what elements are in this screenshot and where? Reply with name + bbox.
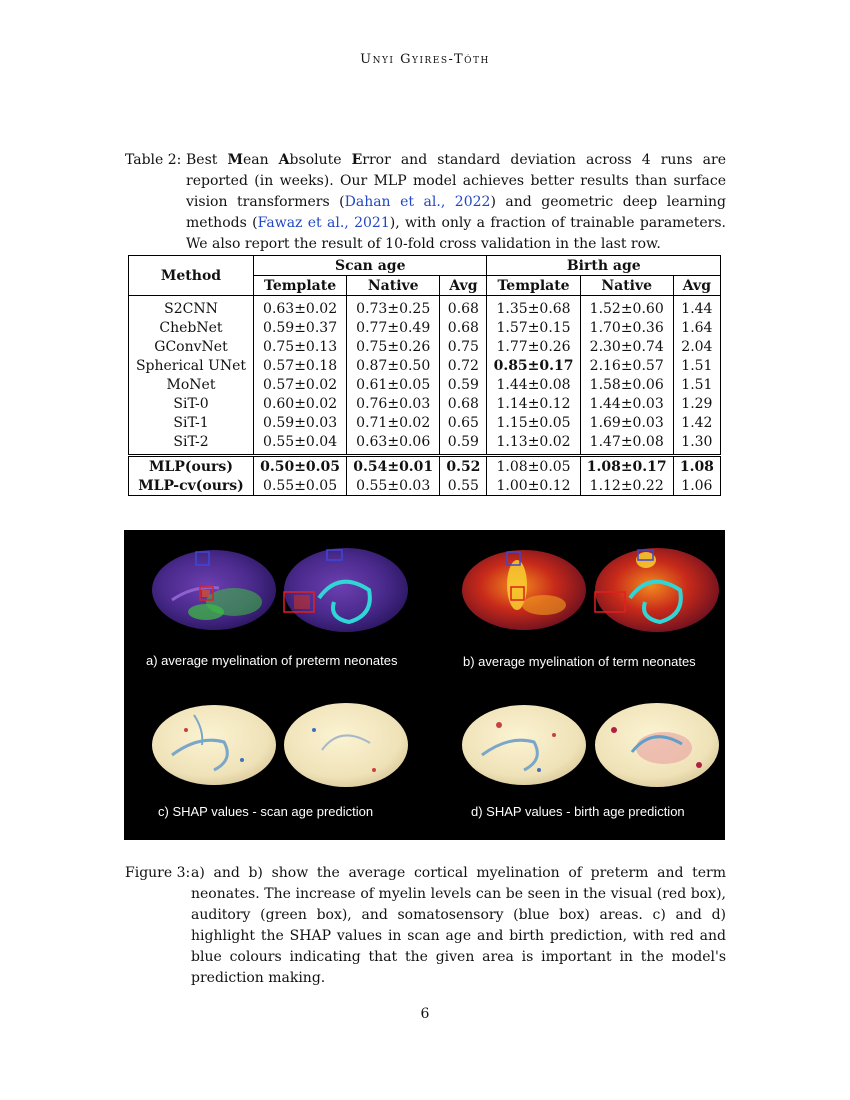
table-cell: 0.57±0.02: [254, 375, 347, 394]
table-cell-method: SiT-1: [129, 413, 254, 432]
figure-caption-text: a) and b) show the average cortical myelination of preterm and term neonates. The increase of myelin levels can be seen in the visual (red box), auditory (green box), and somatosensory (blue box) areas. c) and d) highlight the SHAP values in scan age and birth prediction, with red and blue colours indicating that the given area is important in the model's prediction making.: [191, 865, 726, 986]
page-number: 6: [420, 1006, 430, 1022]
scan-template-header: Template: [254, 276, 347, 296]
table-cell: 1.51: [673, 356, 720, 375]
table-cell: 1.52±0.60: [580, 296, 673, 319]
table-caption: [125, 150, 726, 255]
table-cell: 0.68: [440, 296, 487, 319]
results-table-wrapper: [128, 255, 721, 496]
table-cell: 1.57±0.15: [487, 318, 580, 337]
table-cell: 0.59±0.03: [254, 413, 347, 432]
table-caption-label: Table 2:: [125, 152, 182, 168]
table-row-ours: [129, 456, 721, 477]
table-cell: 0.75±0.13: [254, 337, 347, 356]
table-cell: 0.87±0.50: [347, 356, 440, 375]
table-cell: 0.85±0.17: [487, 356, 580, 375]
table-cell: 0.65: [440, 413, 487, 432]
table-cell: 1.13±0.02: [487, 432, 580, 456]
scan-native-header: Native: [347, 276, 440, 296]
table-cell: 0.50±0.05: [254, 456, 347, 477]
running-title: Unyi Gyires-Tóth: [360, 52, 490, 67]
table-cell-method: GConvNet: [129, 337, 254, 356]
table-cell: 0.71±0.02: [347, 413, 440, 432]
table-cell: 0.55: [440, 476, 487, 496]
citation-link-dahan[interactable]: Dahan et al., 2022: [344, 194, 491, 210]
table-cell: 0.59: [440, 432, 487, 456]
table-cell: 0.73±0.25: [347, 296, 440, 319]
figure-caption: [125, 863, 726, 989]
brain-surfaces-figure: [124, 530, 725, 840]
table-cell: 1.51: [673, 375, 720, 394]
table-cell: 1.69±0.03: [580, 413, 673, 432]
table-cell: 1.29: [673, 394, 720, 413]
table-cell: 0.55±0.03: [347, 476, 440, 496]
table-cell: 1.12±0.22: [580, 476, 673, 496]
table-cell: 1.06: [673, 476, 720, 496]
table-cell: 2.30±0.74: [580, 337, 673, 356]
table-row: [129, 337, 721, 356]
table-cell: 1.44±0.08: [487, 375, 580, 394]
table-cell-method: SiT-0: [129, 394, 254, 413]
table-cell: 1.08±0.17: [580, 456, 673, 477]
method-header: Method: [129, 256, 254, 296]
table-cell: 0.75±0.26: [347, 337, 440, 356]
table-row: [129, 356, 721, 375]
table-cell-method: MLP(ours): [129, 456, 254, 477]
table-cell: 1.44: [673, 296, 720, 319]
table-cell: 1.30: [673, 432, 720, 456]
figure-label-c: c) SHAP values - scan age prediction: [158, 804, 374, 819]
table-row: [129, 318, 721, 337]
brain-d-medial: [595, 703, 719, 787]
table-cell-method: S2CNN: [129, 296, 254, 319]
table-cell: 0.55±0.05: [254, 476, 347, 496]
table-cell: 0.63±0.02: [254, 296, 347, 319]
figure-label-b: b) average myelination of term neonates: [463, 654, 696, 669]
table-cell: 1.77±0.26: [487, 337, 580, 356]
table-cell: 1.47±0.08: [580, 432, 673, 456]
table-cell: 0.54±0.01: [347, 456, 440, 477]
table-cell: 0.68: [440, 394, 487, 413]
table-cell: 1.14±0.12: [487, 394, 580, 413]
figure-3: [124, 530, 725, 840]
table-cell: 1.08: [673, 456, 720, 477]
table-cell: 1.42: [673, 413, 720, 432]
birth-avg-header: Avg: [673, 276, 720, 296]
table-cell: 0.72: [440, 356, 487, 375]
table-cell: 0.60±0.02: [254, 394, 347, 413]
birth-age-header: Birth age: [487, 256, 721, 276]
table-row: [129, 296, 721, 319]
table-cell: 0.59: [440, 375, 487, 394]
table-row: [129, 432, 721, 456]
scan-age-header: Scan age: [254, 256, 487, 276]
figure-label-d: d) SHAP values - birth age prediction: [471, 804, 685, 819]
brain-a-medial: [284, 548, 408, 632]
table-cell-method: ChebNet: [129, 318, 254, 337]
table-cell: 1.08±0.05: [487, 456, 580, 477]
table-cell: 0.75: [440, 337, 487, 356]
table-cell: 1.15±0.05: [487, 413, 580, 432]
figure-label-a: a) average myelination of preterm neonates: [146, 653, 398, 668]
brain-d-lateral: [462, 705, 586, 785]
birth-template-header: Template: [487, 276, 580, 296]
table-cell: 0.57±0.18: [254, 356, 347, 375]
table-cell: 1.58±0.06: [580, 375, 673, 394]
table-row: [129, 394, 721, 413]
table-row: [129, 375, 721, 394]
table-cell: 1.70±0.36: [580, 318, 673, 337]
citation-link-fawaz[interactable]: Fawaz et al., 2021: [257, 215, 390, 231]
table-cell: 1.64: [673, 318, 720, 337]
table-cell: 0.68: [440, 318, 487, 337]
table-cell: 1.44±0.03: [580, 394, 673, 413]
table-cell: 2.04: [673, 337, 720, 356]
table-row: [129, 413, 721, 432]
table-cell-method: SiT-2: [129, 432, 254, 456]
brain-b-medial: [595, 548, 719, 632]
brain-b-lateral: [462, 550, 586, 630]
brain-c-medial: [284, 703, 408, 787]
table-cell-method: MLP-cv(ours): [129, 476, 254, 496]
table-cell-method: Spherical UNet: [129, 356, 254, 375]
table-cell: 0.52: [440, 456, 487, 477]
running-header: [0, 52, 850, 67]
table-cell: 0.59±0.37: [254, 318, 347, 337]
figure-caption-label: Figure 3:: [125, 865, 191, 881]
table-cell: 0.76±0.03: [347, 394, 440, 413]
birth-native-header: Native: [580, 276, 673, 296]
table-row-ours: [129, 476, 721, 496]
brain-c-lateral: [152, 705, 276, 785]
table-cell-method: MoNet: [129, 375, 254, 394]
results-table: [128, 255, 721, 496]
table-cell: 0.63±0.06: [347, 432, 440, 456]
table-cell: 0.55±0.04: [254, 432, 347, 456]
brain-a-lateral: [152, 550, 276, 630]
scan-avg-header: Avg: [440, 276, 487, 296]
table-cell: 2.16±0.57: [580, 356, 673, 375]
table-cell: 1.00±0.12: [487, 476, 580, 496]
table-cell: 1.35±0.68: [487, 296, 580, 319]
table-cell: 0.77±0.49: [347, 318, 440, 337]
table-cell: 0.61±0.05: [347, 375, 440, 394]
table-caption-text: Best Mean Absolute Error and standard deviation across 4 runs are reported (in weeks). Our MLP model achieves better results than surface vision transformers (Dahan et al., 2022) and geometric deep learning methods (Fawaz et al., 2021), with only a fraction of trainable parameters. We also report the result of 10-fold cross validation in the last row.: [186, 152, 726, 252]
